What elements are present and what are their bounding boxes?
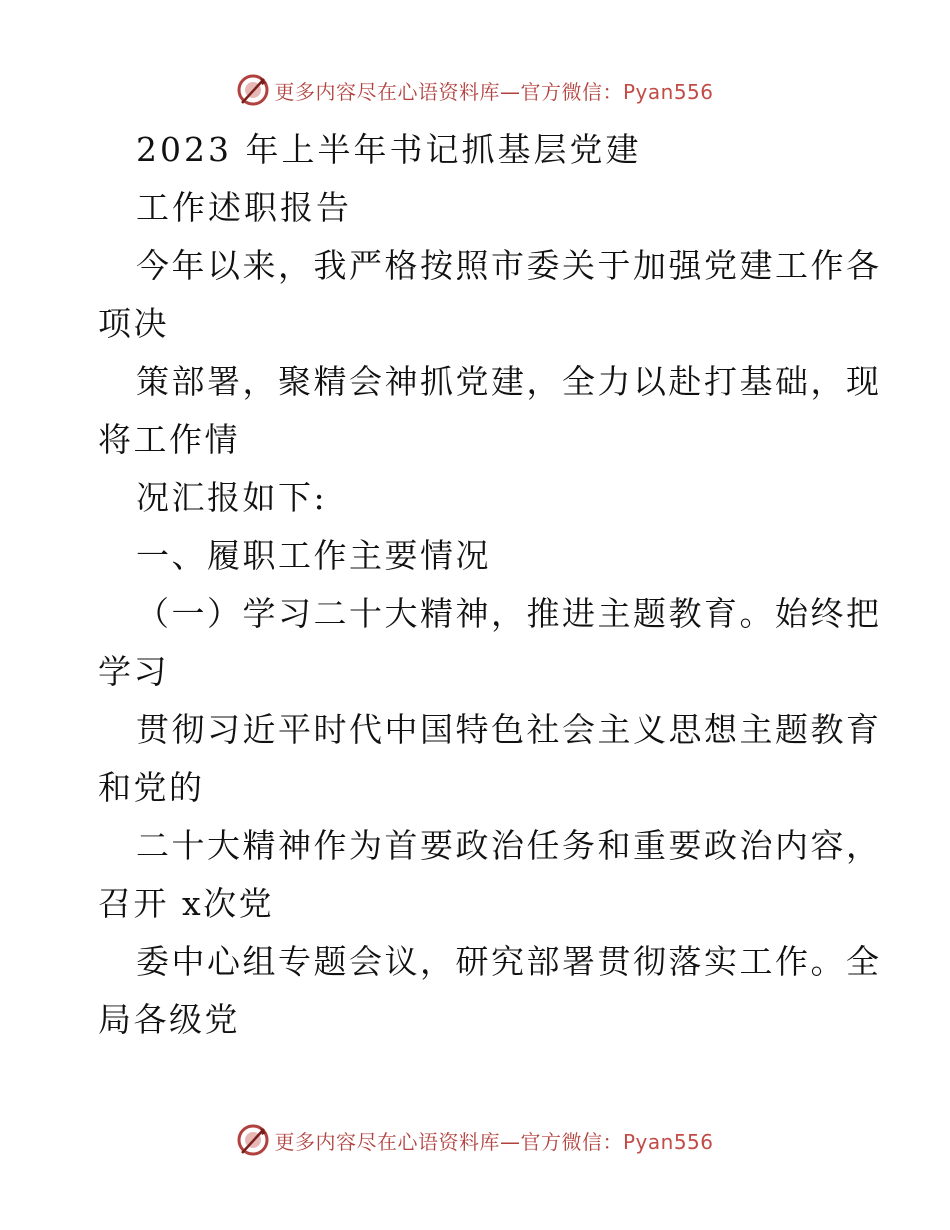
doc-title-line-1: 2023 年上半年书记抓基层党建 xyxy=(136,130,642,169)
paragraph-line: 今年以来，我严格按照市委关于加强党建工作各 xyxy=(136,246,882,285)
document-body xyxy=(98,121,882,1049)
watermark-account: Pyan556 xyxy=(622,1129,714,1154)
paragraph-line: 委中心组专题会议，研究部署贯彻落实工作。全 xyxy=(136,942,882,981)
paragraph-line: 项决 xyxy=(98,304,169,343)
paragraph-line: 况汇报如下: xyxy=(136,478,328,517)
quill-seal-icon xyxy=(236,1123,270,1157)
paragraph-line: 将工作情 xyxy=(98,420,240,459)
watermark-text: 更多内容尽在心语资料库—官方微信： xyxy=(274,1129,623,1154)
watermark-text: 更多内容尽在心语资料库—官方微信： xyxy=(274,79,623,104)
paragraph-line: 学习 xyxy=(98,652,169,691)
subsection-heading-line: （一）学习二十大精神，推进主题教育。始终把 xyxy=(136,594,882,633)
quill-seal-icon xyxy=(236,73,270,107)
section-heading: 一、履职工作主要情况 xyxy=(136,536,491,575)
watermark-account: Pyan556 xyxy=(622,79,714,104)
paragraph-line: 和党的 xyxy=(98,768,205,807)
paragraph-line: 召开 x次党 xyxy=(98,884,275,923)
footer-watermark xyxy=(0,1120,950,1160)
paragraph-line: 贯彻习近平时代中国特色社会主义思想主题教育 xyxy=(136,710,882,749)
header-watermark xyxy=(0,70,950,110)
paragraph-line: 策部署，聚精会神抓党建，全力以赴打基础，现 xyxy=(136,362,882,401)
paragraph-line: 局各级党 xyxy=(98,1000,240,1039)
doc-title-line-2: 工作述职报告 xyxy=(136,188,352,227)
paragraph-line: 二十大精神作为首要政治任务和重要政治内容， xyxy=(136,826,882,865)
